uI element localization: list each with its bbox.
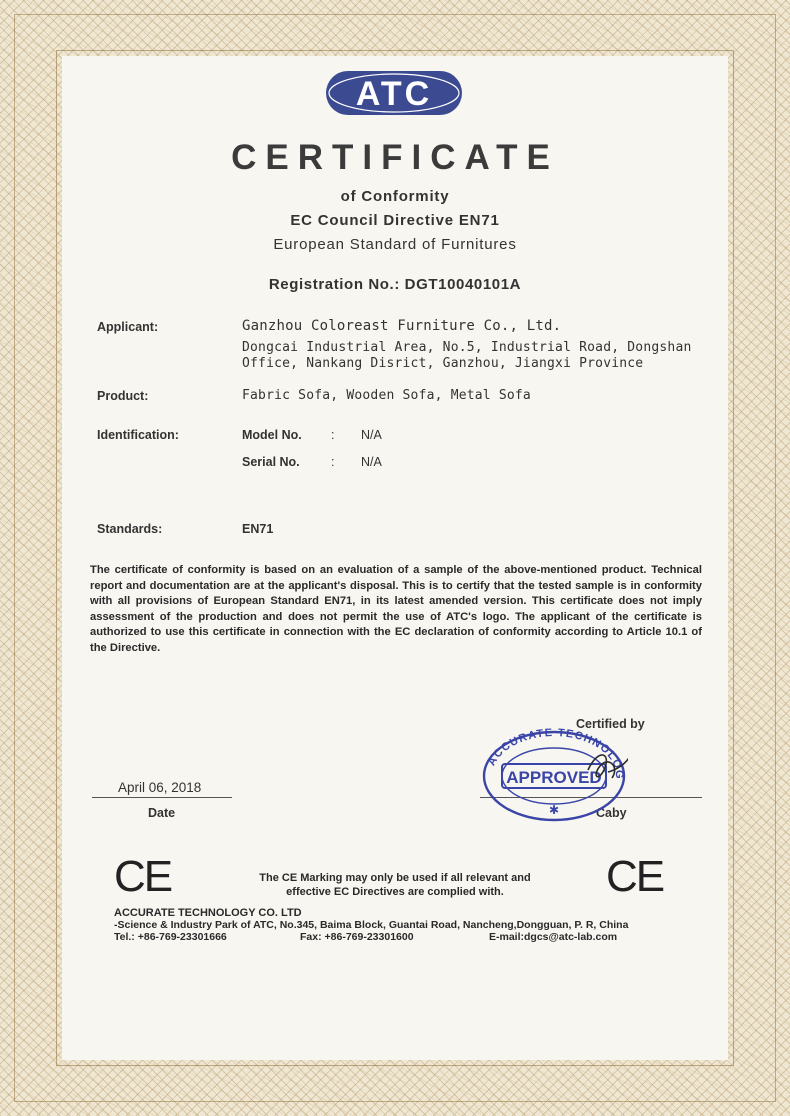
serial-number-value: N/A [361,455,382,469]
model-number-colon: : [331,428,335,442]
product-label: Product: [97,389,149,403]
registration-number: Registration No.: DGT10040101A [268,276,522,293]
model-number-label: Model No. [242,428,302,442]
product-value: Fabric Sofa, Wooden Sofa, Metal Sofa [242,388,531,403]
identification-label: Identification: [97,428,179,442]
footer-company: ACCURATE TECHNOLOGY CO. LTD [114,907,302,919]
applicant-address-line2: Office, Nankang Disrict, Ganzhou, Jiangxi Province [242,356,644,371]
ce-note-line1: The CE Marking may only be used if all relevant and [259,872,531,884]
model-number-value: N/A [361,428,382,442]
logo-text: ATC [355,75,433,113]
footer-email: E-mail:dgcs@atc-lab.com [489,931,618,943]
footer-fax: Fax: +86-769-23301600 [300,931,414,943]
signer-name: Caby [596,806,627,820]
applicant-address-line1: Dongcai Industrial Area, No.5, Industrial Road, Dongshan [242,340,692,355]
subtitle-directive: EC Council Directive EN71 [290,212,500,229]
stamp-ring-text: ACCURATE TECHNOLOG [485,726,626,781]
ce-note-line2: effective EC Directives are complied with. [286,886,504,898]
applicant-label: Applicant: [97,320,159,334]
subtitle-standard: European Standard of Furnitures [273,236,517,253]
serial-number-label: Serial No. [242,455,300,469]
date-line [92,797,232,798]
footer-tel: Tel.: +86-769-23301666 [114,931,227,943]
date-value: April 06, 2018 [118,780,202,795]
footer-address: -Science & Industry Park of ATC, No.345, Baima Block, Guantai Road, Nancheng,Dongguan, P. R, China [114,919,629,931]
stamp-star-icon: ✱ [548,803,560,817]
standards-label: Standards: [97,522,163,536]
serial-number-colon: : [331,455,335,469]
stamp-graphic [480,726,628,822]
approved-stamp [480,726,628,822]
certificate-title: CERTIFICATE [231,138,559,177]
conformity-statement: The certificate of conformity is based on an evaluation of a sample of the above-mentioned product. Technical report and documentation are at the applicant's disposal. This is to certify that the tested sample is in conformity with all provisions of European Standard EN71, in its latest amended version. This certificate does not imply assessment of the production and does not permit the use of ATC's logo. The applicant of the certificate is authorized to use this certificate in connection with the EC declaration of conformity according to Article 10.1 of the Directive. [90,564,702,654]
ce-mark-right: CE [606,852,664,901]
subtitle-conformity: of Conformity [340,188,450,205]
atc-logo-graphic [326,71,462,115]
date-label: Date [148,806,176,820]
applicant-name: Ganzhou Coloreast Furniture Co., Ltd. [242,318,562,334]
certified-by-label: Certified by [576,717,645,731]
stamp-center-text: APPROVED [506,768,602,787]
ce-mark-left: CE [114,852,172,901]
atc-logo [326,71,462,115]
standards-value: EN71 [242,522,274,536]
